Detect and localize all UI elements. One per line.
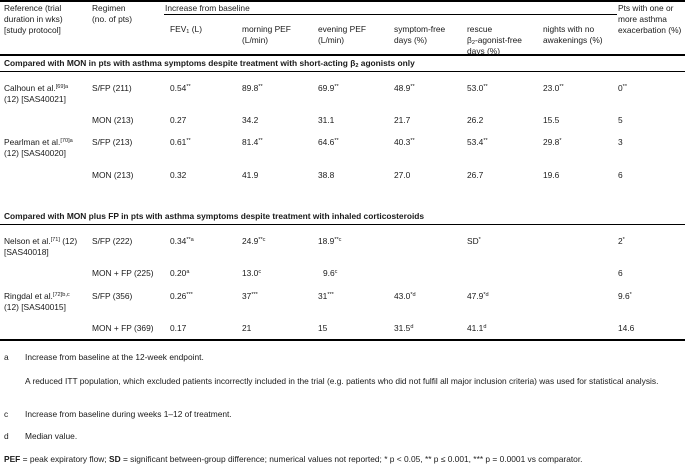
exacerbation-cell: 6 [618,268,623,278]
regimen-cell: S/FP (222) [92,236,133,246]
header-evening-pef: evening PEF (L/min) [318,24,366,45]
study-reference: Pearlman et al.$^{[70]a}$ (12) [SAS40020] [4,137,73,158]
nights-cell: 23.0** [543,83,564,93]
symptom-free-cell: 48.9** [394,83,415,93]
evening-pef-cell: 15 [318,323,328,333]
header-fev1: $FEV_1$ (L) [170,24,202,35]
fev1-cell: 0.27 [170,115,187,125]
fev1-cell: 0.26*** [170,291,193,301]
table-bottom-rule [0,339,685,341]
nights-cell: 29.8* [543,137,562,147]
fev1-cell: 0.20$^a$ [170,268,190,278]
section1-bottom-rule [0,71,685,72]
nights-cell: 15.5 [543,115,560,125]
table-top-rule [0,0,685,2]
morning-pef-cell: 89.8** [242,83,263,93]
fev1-cell: 0.61** [170,137,191,147]
header-morning-pef: morning PEF (L/min) [242,24,291,45]
header-regimen: Regimen (no. of pts) [92,3,133,24]
symptom-free-cell: 27.0 [394,170,411,180]
rescue-cell: SD* [467,236,481,246]
evening-pef-cell: 38.8 [318,170,335,180]
header-bottom-rule [0,54,685,56]
morning-pef-cell: 41.9 [242,170,259,180]
footnote: a Increase from baseline at the 12-week endpoint. [4,352,204,362]
evening-pef-cell: 18.9$^{**c}$ [318,236,342,246]
study-reference: Nelson et al.[71] (12) [SAS40018] [4,236,78,257]
symptom-free-cell: 21.7 [394,115,411,125]
rescue-cell: 53.0** [467,83,488,93]
regimen-cell: S/FP (356) [92,291,133,301]
morning-pef-cell: 21 [242,323,252,333]
evening-pef-cell: 31*** [318,291,334,301]
rescue-cell: 26.2 [467,115,484,125]
exacerbation-cell: 3 [618,137,623,147]
exacerbation-cell: 14.6 [618,323,635,333]
header-reference: Reference (trial duration in wks) [study protocol] [4,3,63,35]
header-increase: Increase from baseline [165,3,250,13]
morning-pef-cell: 34.2 [242,115,259,125]
exacerbation-cell: 5 [618,115,623,125]
study-reference: Ringdal et al.$^{[72]b,c}$ (12) [SAS40015] [4,291,70,312]
header-symptom-free: symptom-free days (%) [394,24,446,45]
footnote: d Median value. [4,431,78,441]
exacerbation-cell: 0** [618,83,628,93]
morning-pef-cell: 24.9$^{**c}$ [242,236,266,246]
regimen-cell: MON (213) [92,170,134,180]
header-rescue: rescue $\beta_2-agonist$-free days (%) [467,24,522,56]
morning-pef-cell: 81.4** [242,137,263,147]
fev1-cell: 0.32 [170,170,187,180]
footnote: A reduced ITT population, which excluded patients incorrectly included in the trial (e.g. patients who did not fulfil all major inclusion criteria) was used for statistical analysis. [25,376,659,386]
evening-pef-cell: 9.6$^c$ [323,268,338,278]
regimen-cell: S/FP (211) [92,83,132,93]
fev1-cell: 0.54** [170,83,191,93]
fev1-cell: 0.17 [170,323,187,333]
header-exacerbation: Pts with one or more asthma exacerbation (%) [618,3,682,35]
header-nights: nights with no awakenings (%) [543,24,603,45]
nights-cell: 19.6 [543,170,560,180]
symptom-free-cell: 43.0$^{*d}$ [394,291,416,301]
morning-pef-cell: 37*** [242,291,258,301]
exacerbation-cell: 2* [618,236,625,246]
section2-title: Compared with MON plus FP in pts with asthma symptoms despite treatment with inhaled corticosteroids [4,211,425,221]
evening-pef-cell: 31.1 [318,115,335,125]
increase-underline [164,14,617,15]
section1-title: Compared with MON in pts with asthma symptoms despite treatment with short-acting $\beta_2$ agonists only [4,58,415,69]
regimen-cell: MON + FP (369) [92,323,154,333]
morning-pef-cell: 13.0$^c$ [242,268,262,278]
regimen-cell: S/FP (213) [92,137,133,147]
rescue-cell: 47.9$^{*d}$ [467,291,489,301]
regimen-cell: MON (213) [92,115,134,125]
evening-pef-cell: 69.9** [318,83,339,93]
abbreviation-note: PEF = peak expiratory flow; SD = significant between-group difference; numerical values not reported; * p < 0.05, ** p ≤ 0.001, *** p = 0.0001 vs comparator. [4,454,583,464]
exacerbation-cell: 9.6* [618,291,632,301]
symptom-free-cell: 40.3** [394,137,415,147]
fev1-cell: 0.34$^{**a}$ [170,236,194,246]
exacerbation-cell: 6 [618,170,623,180]
study-reference: Calhoun et al.$^{[69]a}$ (12) [SAS40021] [4,83,69,104]
symptom-free-cell: 31.5$^d$ [394,323,414,333]
rescue-cell: 41.1$^d$ [467,323,487,333]
evening-pef-cell: 64.6** [318,137,339,147]
footnote: c Increase from baseline during weeks 1–12 of treatment. [4,409,232,419]
section2-bottom-rule [0,224,685,225]
rescue-cell: 53.4** [467,137,488,147]
regimen-cell: MON + FP (225) [92,268,154,278]
rescue-cell: 26.7 [467,170,484,180]
